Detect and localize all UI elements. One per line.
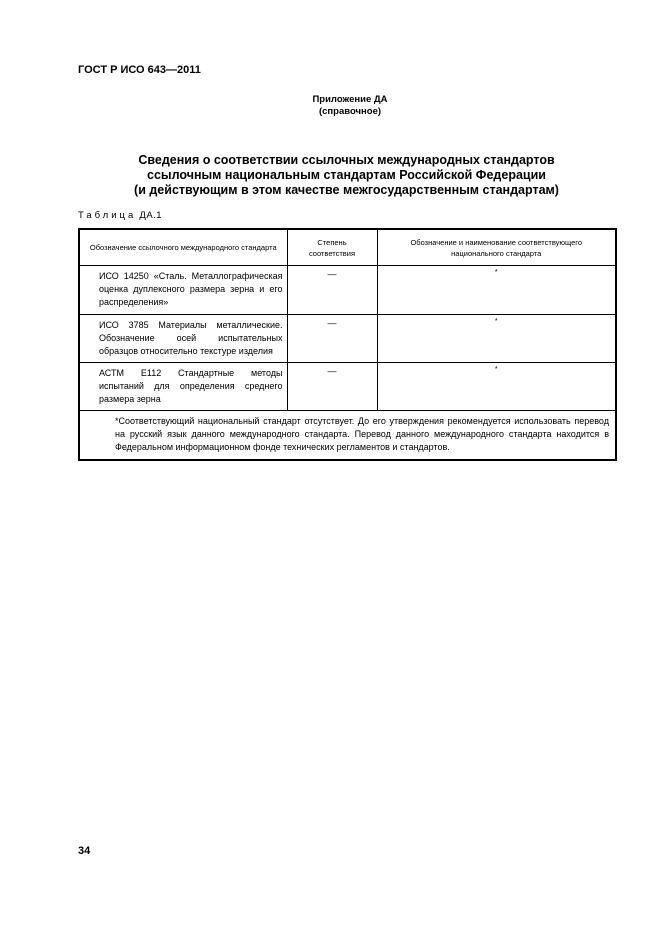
document-code: ГОСТ Р ИСО 643—2011 [78, 64, 201, 76]
header-national-standard: Обозначение и наименование соответствующего национального стандарта [377, 229, 616, 266]
table-row [79, 363, 616, 411]
section-title-line: Сведения о соответствии ссылочных международных стандартов [138, 153, 555, 167]
header-international-standard: Обозначение ссылочного международного стандарта [79, 229, 287, 266]
table-row [79, 315, 616, 363]
cell-national-standard: * [377, 363, 616, 411]
footnote-text: *Соответствующий национальный стандарт отсутствует. До его утверждения рекомендуется использовать перевод на русский язык данного международного стандарта. Перевод данного международного стандарта находится в Федеральном информационном фонде технических регламентов и стандартов. [115, 416, 609, 452]
table-row [79, 266, 616, 315]
cell-degree: — [287, 266, 377, 315]
table-caption [78, 210, 162, 221]
table-footnote [79, 411, 616, 461]
standards-correspondence-table [78, 228, 617, 461]
header-degree-of-correspondence: Степень соответствия [287, 229, 377, 266]
appendix-title: Приложение ДА [312, 94, 388, 105]
cell-degree: — [287, 315, 377, 363]
cell-text: ИСО 14250 «Сталь. Металлографическая оценка дуплексного размера зерна и его распределения» [99, 271, 283, 307]
cell-national-standard: * [377, 266, 616, 315]
cell-international-standard [79, 266, 287, 315]
table-footnote-row [79, 411, 616, 461]
cell-international-standard [79, 363, 287, 411]
appendix-subtitle: (справочное) [318, 106, 382, 117]
section-title [78, 153, 615, 198]
cell-text: ИСО 3785 Материалы металлические. Обозначение осей испытательных образцов относительно текстуре изделия [99, 320, 283, 356]
table-header-row [79, 229, 616, 266]
table-caption-number: ДА.1 [139, 210, 163, 221]
cell-degree: — [287, 363, 377, 411]
appendix-heading [200, 94, 500, 118]
table-caption-word: Таблица [78, 210, 137, 221]
section-title-line: ссылочным национальным стандартам Российской Федерации [147, 168, 546, 182]
cell-international-standard [79, 315, 287, 363]
cell-national-standard: * [377, 315, 616, 363]
section-title-line: (и действующим в этом качестве межгосударственным стандартам) [134, 183, 559, 197]
page-number: 34 [78, 845, 91, 857]
cell-text: АСТМ Е112 Стандартные методы испытаний для определения среднего размера зерна [99, 368, 283, 404]
